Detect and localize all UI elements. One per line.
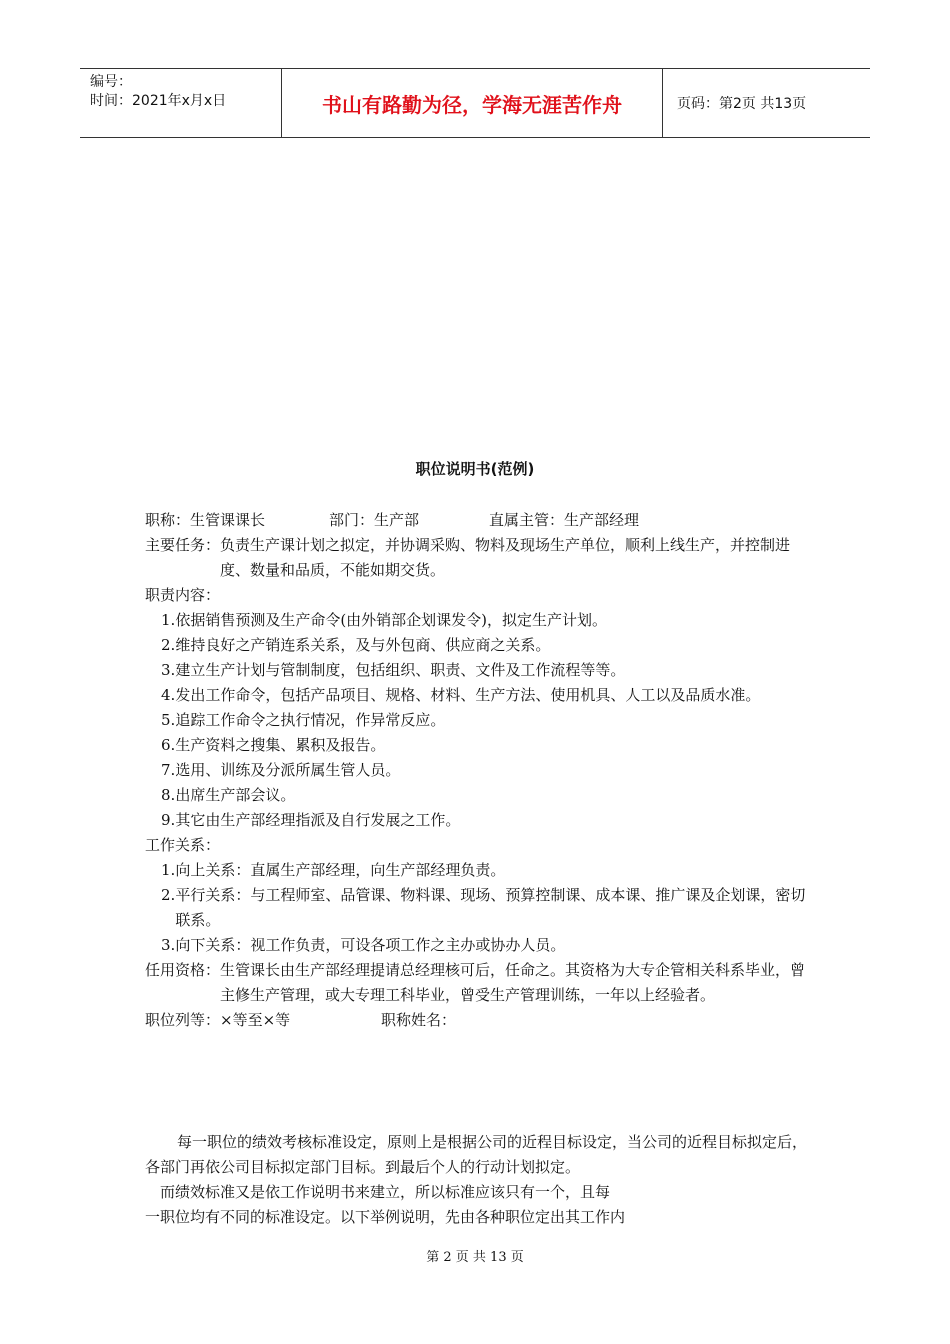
header-meta xyxy=(80,69,282,137)
main-task xyxy=(145,533,810,583)
list-item: 3. 建立生产计划与管制制度，包括组织、职责、文件及工作流程等等。 xyxy=(161,661,626,679)
page-footer: 第 2 页 共 13 页 xyxy=(426,1250,524,1265)
qualification xyxy=(145,958,810,1008)
name-label: 职称姓名： xyxy=(381,1011,457,1029)
list-item: 5. 追踪工作命令之执行情况，作异常反应。 xyxy=(161,711,446,729)
duties-list xyxy=(145,608,810,833)
job-title: 职称：生管课课长 xyxy=(145,511,266,529)
list-item: 6. 生产资料之搜集、累积及报告。 xyxy=(161,736,386,754)
qualification-label: 任用资格： xyxy=(145,961,221,979)
time-label: 时间：2021年x月x日 xyxy=(90,93,227,109)
supervisor: 直属主管：生产部经理 xyxy=(489,511,640,529)
list-item: 8. 出席生产部会议。 xyxy=(161,786,296,804)
list-item: 4. 发出工作命令，包括产品项目、规格、材料、生产方法、使用机具、人工以及品质水准。 xyxy=(161,686,761,704)
job-grade: 职位列等：×等至×等 xyxy=(145,1011,291,1029)
list-item: 1. 依据销售预测及生产命令(由外销部企划课发令)，拟定生产计划。 xyxy=(161,611,608,629)
number-label: 编号： xyxy=(90,74,132,90)
duties-label: 职责内容： xyxy=(145,586,221,604)
body-paragraph-2-line-2: 一职位均有不同的标准设定。以下举例说明，先由各种职位定出其工作内 xyxy=(145,1208,626,1226)
info-row xyxy=(145,508,810,533)
body-paragraph-1: 每一职位的绩效考核标准设定，原则上是根据公司的近程目标设定，当公司的近程目标拟定后，各部门再依公司目标拟定部门目标。到最后个人的行动计划拟定。 xyxy=(145,1133,808,1176)
relations-label: 工作关系： xyxy=(145,836,221,854)
list-item: 2. 维持良好之产销连系关系，及与外包商、供应商之关系。 xyxy=(161,636,551,654)
department: 部门：生产部 xyxy=(329,511,420,529)
list-item: 2. 平行关系：与工程师室、品管课、物料课、现场、预算控制课、成本课、推广课及企划课，密切联系。 xyxy=(161,886,806,929)
relations-list xyxy=(145,858,810,958)
body-paragraph-2-line-1: 而绩效标准又是依工作说明书来建立，所以标准应该只有一个，且每 xyxy=(160,1183,611,1201)
document-title: 职位说明书(范例) xyxy=(415,460,535,478)
job-description xyxy=(145,508,810,1033)
main-task-label: 主要任务： xyxy=(145,536,221,554)
page-header xyxy=(80,68,870,138)
main-task-text: 负责生产课计划之拟定，并协调采购、物料及现场生产单位，顺利上线生产，并控制进度、数量和品质，不能如期交货。 xyxy=(220,536,791,579)
list-item: 9. 其它由生产部经理指派及自行发展之工作。 xyxy=(161,811,461,829)
header-motto: 书山有路勤为径，学海无涯苦作舟 xyxy=(282,69,663,137)
qualification-text: 生管课长由生产部经理提请总经理核可后，任命之。其资格为大专企管相关科系毕业，曾主修生产管理，或大专理工科毕业，曾受生产管理训练，一年以上经验者。 xyxy=(220,961,806,1004)
list-item: 1. 向上关系：直属生产部经理，向生产部经理负责。 xyxy=(161,861,506,879)
grade-row xyxy=(145,1008,810,1033)
list-item: 3. 向下关系：视工作负责，可设各项工作之主办或协办人员。 xyxy=(161,936,566,954)
list-item: 7. 选用、训练及分派所属生管人员。 xyxy=(161,761,401,779)
header-page-info: 页码：第2页 共13页 xyxy=(677,96,807,112)
